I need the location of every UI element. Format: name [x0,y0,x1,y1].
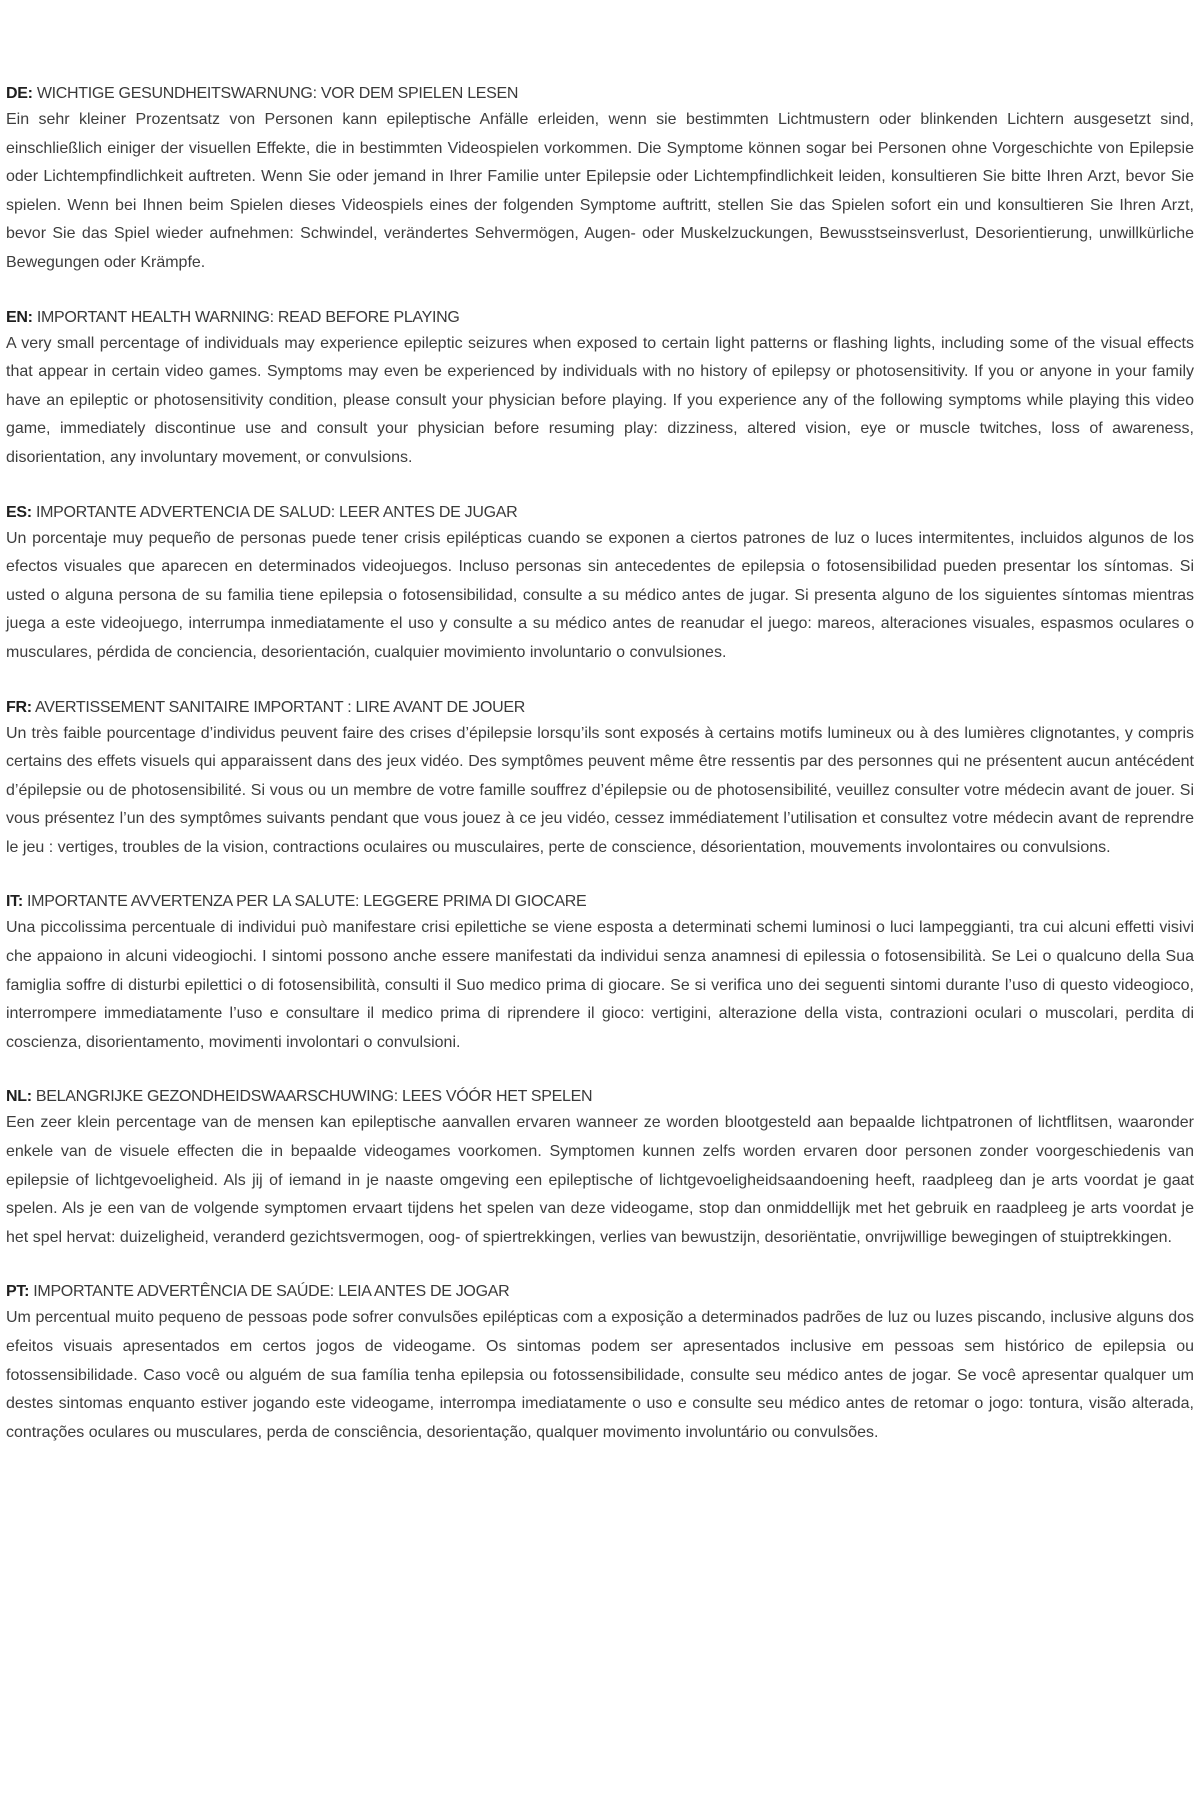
section-de [6,82,1194,278]
section-heading [6,1085,1194,1109]
section-title: IMPORTANTE ADVERTENCIA DE SALUD: LEER ANTES DE JUGAR [35,503,518,521]
language-code: ES: [6,503,32,521]
section-it [6,890,1194,1057]
section-body: A very small percentage of individuals may experience epileptic seizures when exposed to certain light patterns or flashing lights, including some of the visual effects that appear in certain video games. Symptoms may even be experienced by individuals with no history of epilepsy or photosensitivity. If you or anyone in your family have an epileptic or photosensitivity condition, please consult your physician before playing. If you experience any of the following symptoms while playing this video game, immediately discontinue use and consult your physician before resuming play: dizziness, altered vision, eye or muscle twitches, loss of awareness, disorientation, any involuntary movement, or convulsions. [6,334,1194,466]
language-code: FR: [6,698,32,716]
section-title: BELANGRIJKE GEZONDHEIDSWAARSCHUWING: LEES VÓÓR HET SPELEN [35,1088,593,1106]
section-title: AVERTISSEMENT SANITAIRE IMPORTANT : LIRE AVANT DE JOUER [35,698,526,716]
section-title: IMPORTANTE ADVERTÊNCIA DE SAÚDE: LEIA ANTES DE JOGAR [33,1283,510,1301]
section-body: Un très faible pourcentage d’individus peuvent faire des crises d’épilepsie lorsqu’ils sont exposés à certains motifs lumineux ou à des lumières clignotantes, y compris certains des effets visuels qui apparaissent dans des jeux vidéo. Des symptômes peuvent même être ressentis par des personnes qui ne présentent aucun antécédent d’épilepsie ou de photosensibilité. Si vous ou un membre de votre famille souffrez d’épilepsie ou de photosensibilité, veuillez consulter votre médecin avant de jouer. Si vous présentez l’un des symptômes suivants pendant que vous jouez à ce jeu vidéo, cessez immédiatement l’utilisation et consultez votre médecin avant de reprendre le jeu : vertiges, troubles de la vision, contractions oculaires ou musculaires, perte de conscience, désorientation, mouvements involontaires ou convulsions. [6,724,1194,856]
language-code: DE: [6,85,33,102]
section-title: IMPORTANT HEALTH WARNING: READ BEFORE PLAYING [36,308,460,326]
section-heading [6,696,1194,720]
language-code: EN: [6,308,33,326]
section-heading [6,82,1194,106]
section-body: Een zeer klein percentage van de mensen kan epileptische aanvallen ervaren wanneer ze worden blootgesteld aan bepaalde lichtpatronen of lichtflitsen, waaronder enkele van de visuele effecten die in bepaalde videogames voorkomen. Symptomen kunnen zelfs worden ervaren door personen zonder voorgeschiedenis van epilepsie of lichtgevoeligheid. Als jij of iemand in je naaste omgeving een epileptische of lichtgevoeligheidsaandoening heeft, raadpleeg dan je arts voordat je gaat spelen. Als je een van de volgende symptomen ervaart tijdens het spelen van deze videogame, stop dan onmiddellijk met het gebruik en raadpleeg je arts voordat je het spel hervat: duizeligheid, veranderd gezichtsvermogen, oog- of spiertrekkingen, verlies van bewustzijn, desoriëntatie, onvrijwillige bewegingen of stuiptrekkingen. [6,1114,1194,1246]
section-title: IMPORTANTE AVVERTENZA PER LA SALUTE: LEGGERE PRIMA DI GIOCARE [27,893,587,911]
section-nl [6,1085,1194,1252]
language-code: PT: [6,1283,30,1301]
section-heading [6,501,1194,525]
section-pt [6,1280,1194,1447]
section-body: Um percentual muito pequeno de pessoas pode sofrer convulsões epilépticas com a exposição a determinados padrões de luz ou luzes piscando, inclusive alguns dos efeitos visuais apresentados em certos jogos de videogame. Os sintomas podem ser apresentados inclusive em pessoas sem histórico de epilepsia ou fotossensibilidade. Caso você ou alguém de sua família tenha epilepsia ou fotossensibilidade, consulte seu médico antes de jogar. Se você apresentar qualquer um destes sintomas enquanto estiver jogando este videogame, interrompa imediatamente o uso e consulte seu médico antes de retomar o jogo: tontura, visão alterada, contrações oculares ou musculares, perda de consciência, desorientação, qualquer movimento involuntário ou convulsões. [6,1309,1194,1441]
language-code: IT: [6,893,23,911]
section-body: Un porcentaje muy pequeño de personas puede tener crisis epilépticas cuando se exponen a ciertos patrones de luz o luces intermitentes, incluidos algunos de los efectos visuales que aparecen en determinados videojuegos. Incluso personas sin antecedentes de epilepsia o fotosensibilidad pueden presentar los síntomas. Si usted o alguna persona de su familia tiene epilepsia o fotosensibilidad, consulte a su médico antes de jugar. Si presenta alguno de los siguientes síntomas mientras juega a este videojuego, interrumpa inmediatamente el uso y consulte a su médico antes de reanudar el juego: mareos, alteraciones visuales, espasmos oculares o musculares, pérdida de conciencia, desorientación, cualquier movimiento involuntario o convulsiones. [6,529,1194,661]
section-heading [6,1280,1194,1304]
section-body: Una piccolissima percentuale di individui può manifestare crisi epilettiche se viene esposta a determinati schemi luminosi o luci lampeggianti, tra cui alcuni effetti visivi che appaiono in alcuni videogiochi. I sintomi possono anche essere manifestati da individui senza anamnesi di epilessia o fotosensibilità. Se Lei o qualcuno della Sua famiglia soffre di disturbi epilettici o di fotosensibilità, consulti il Suo medico prima di giocare. Se si verifica uno dei seguenti sintomi durante l’uso di questo videogioco, interrompere immediatamente l’uso e consultare il medico prima di riprendere il gioco: vertigini, alterazione della vista, contrazioni oculari o muscolari, perdita di coscienza, disorientamento, movimenti involontari o convulsioni. [6,919,1194,1051]
section-body: Ein sehr kleiner Prozentsatz von Personen kann epileptische Anfälle erleiden, wenn sie bestimmten Lichtmustern oder blinkenden Lichtern ausgesetzt sind, einschließlich einiger der visuellen Effekte, die in bestimmten Videospielen vorkommen. Die Symptome können sogar bei Personen ohne Vorgeschichte von Epilepsie oder Lichtempfindlichkeit auftreten. Wenn Sie oder jemand in Ihrer Familie unter Epilepsie oder Lichtempfindlichkeit leiden, konsultieren Sie bitte Ihren Arzt, bevor Sie spielen. Wenn bei Ihnen beim Spielen dieses Videospiels eines der folgenden Symptome auftritt, stellen Sie das Spielen sofort ein und konsultieren Sie Ihren Arzt, bevor Sie das Spiel wieder aufnehmen: Schwindel, verändertes Sehvermögen, Augen- oder Muskelzuckungen, Bewusstseinsverlust, Desorientierung, unwillkürliche Bewegungen oder Krämpfe. [6,111,1194,271]
section-en [6,306,1194,473]
language-code: NL: [6,1088,32,1106]
warning-document [0,82,1200,1475]
section-heading [6,306,1194,330]
section-title: WICHTIGE GESUNDHEITSWARNUNG: VOR DEM SPIELEN LESEN [36,85,519,102]
section-fr [6,696,1194,863]
section-es [6,501,1194,668]
section-heading [6,890,1194,914]
